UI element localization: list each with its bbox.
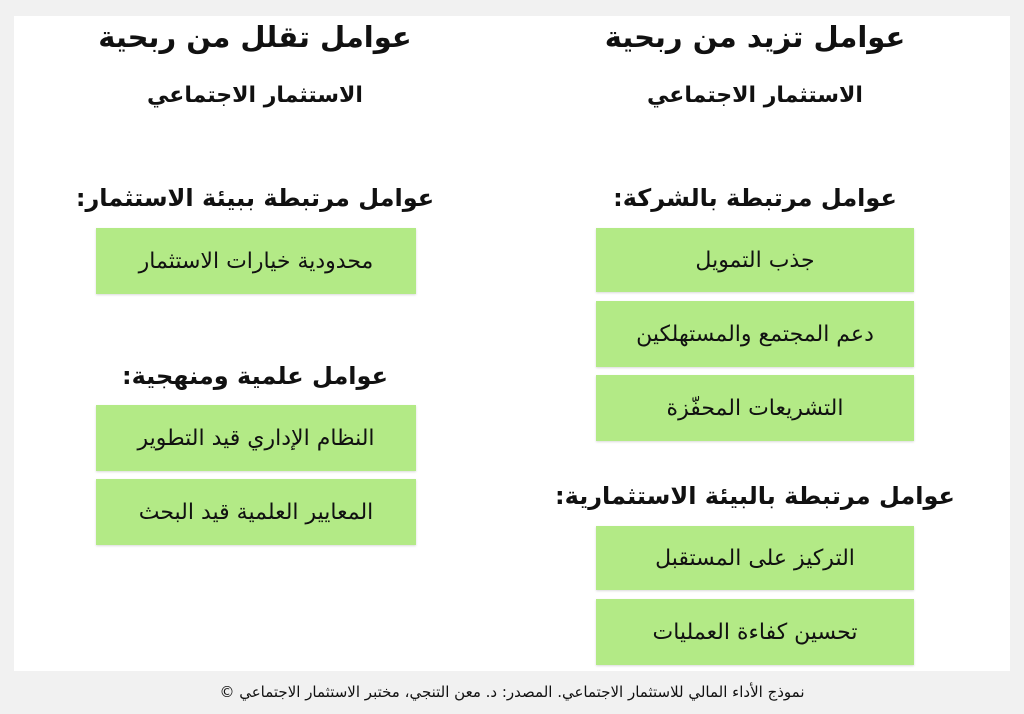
right-group-1-item-2: دعم المجتمع والمستهلكين [596,301,914,367]
left-group-2-item-1: النظام الإداري قيد التطوير [96,405,416,471]
left-group-2-item-2: المعايير العلمية قيد البحث [96,479,416,545]
left-column-subtitle: الاستثمار الاجتماعي [147,83,363,108]
left-group-1-heading: عوامل مرتبطة ببيئة الاستثمار: [75,184,435,212]
right-group-2-heading: عوامل مرتبطة بالبيئة الاستثمارية: [555,482,955,510]
right-group-1-heading: عوامل مرتبطة بالشركة: [613,184,897,212]
source-caption: نموذج الأداء المالي للاستثمار الاجتماعي. المصدر: د. معن التنجي، مختبر الاستثمار الاجتماعي © [219,683,805,701]
right-group-1-item-1: جذب التمويل [596,228,914,292]
right-column-title: عوامل تزيد من ربحية [604,20,906,54]
left-column-title: عوامل تقلل من ربحية [98,20,412,54]
left-group-1-item-1: محدودية خيارات الاستثمار [96,228,416,294]
right-group-1-item-3: التشريعات المحفّزة [596,375,914,441]
right-group-2-item-2: تحسين كفاءة العمليات [596,599,914,665]
right-column-subtitle: الاستثمار الاجتماعي [647,83,863,108]
right-group-2-item-1: التركيز على المستقبل [596,526,914,590]
left-group-2-heading: عوامل علمية ومنهجية: [122,362,388,390]
